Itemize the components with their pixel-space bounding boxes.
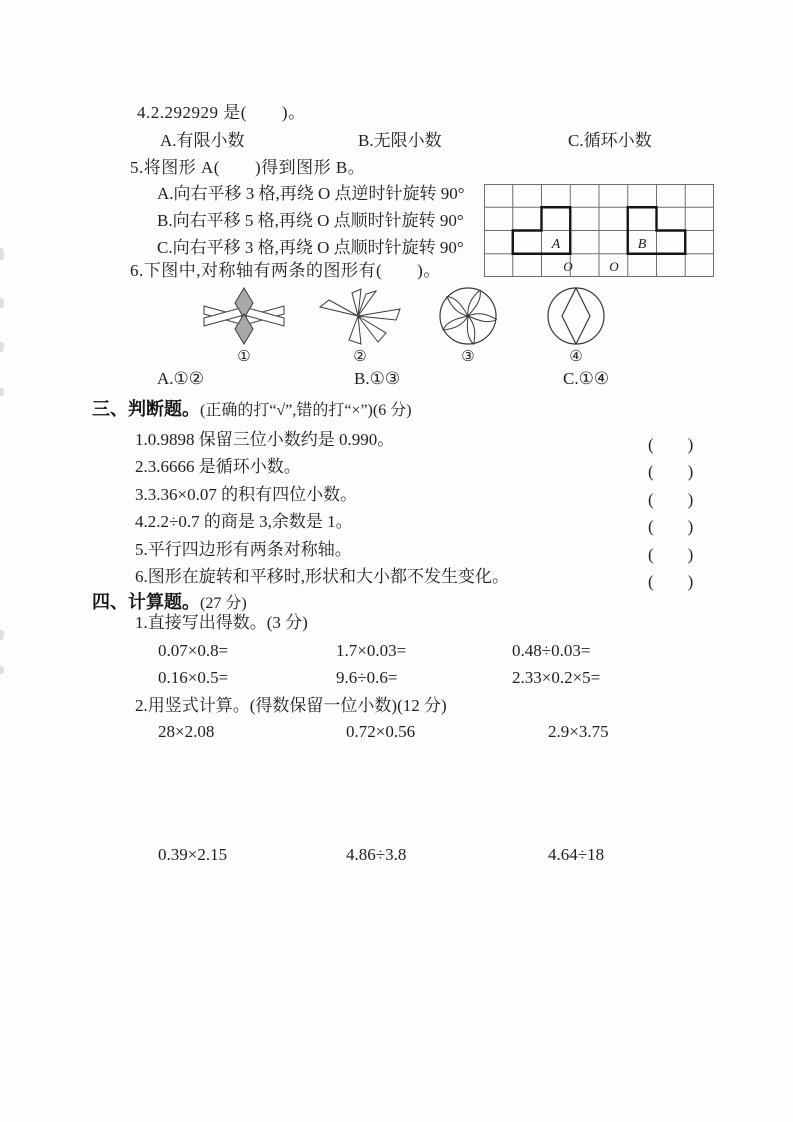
judgment-item-6: 6.图形在旋转和平移时,形状和大小都不发生变化。 [135, 567, 509, 586]
judgment-answer-blank-3: ( ) [648, 490, 694, 509]
pinwheel-figure [314, 287, 406, 345]
scan-edge-mark [0, 388, 4, 396]
question-5-option-c: C.向右平移 3 格,再绕 O 点顺时针旋转 90° [157, 238, 464, 257]
column-calc-expression: 4.64÷18 [548, 845, 605, 864]
rotation-center-o1: O [563, 259, 573, 274]
question-5-stem: 5.将图形 A( )得到图形 B。 [130, 158, 366, 177]
judgment-item-4: 4.2.2÷0.7 的商是 3,余数是 1。 [135, 512, 353, 531]
judgment-item-2: 2.3.6666 是循环小数。 [135, 457, 301, 476]
scan-edge-mark [0, 298, 4, 308]
mental-math-expression: 0.48÷0.03= [512, 641, 591, 660]
judgment-answer-blank-6: ( ) [648, 572, 694, 591]
section-4-title: 四、计算题。 [92, 592, 200, 612]
mental-math-expression: 2.33×0.2×5= [512, 668, 601, 687]
column-calc-expression: 4.86÷3.8 [346, 845, 407, 864]
judgment-answer-blank-2: ( ) [648, 462, 694, 481]
scan-edge-mark [0, 666, 4, 674]
question-6-option-b: B.①③ [354, 369, 401, 388]
figure-2 [312, 287, 408, 366]
column-calc-title: 2.用竖式计算。(得数保留一位小数)(12 分) [135, 696, 447, 715]
shape-b-label: B [637, 237, 647, 252]
column-calc-expression: 28×2.08 [158, 722, 215, 741]
judgment-item-5: 5.平行四边形有两条对称轴。 [135, 540, 352, 559]
mental-math-expression: 0.16×0.5= [158, 668, 229, 687]
judgment-answer-blank-5: ( ) [648, 545, 694, 564]
column-calc-expression: 2.9×3.75 [548, 722, 609, 741]
figure-1-caption: ① [237, 349, 251, 365]
figure-3 [420, 287, 516, 366]
mental-math-expression: 1.7×0.03= [336, 641, 407, 660]
question-4-option-a: A.有限小数 [160, 131, 245, 150]
section-4-subtitle: (27 分) [200, 595, 247, 612]
scan-edge-mark [0, 630, 4, 640]
mental-math-title: 1.直接写出得数。(3 分) [135, 613, 308, 632]
figure-4 [528, 287, 624, 366]
question-6-stem: 6.下图中,对称轴有两条的图形有( )。 [130, 261, 441, 280]
mental-math-expression: 0.07×0.8= [158, 641, 229, 660]
star-diamond-figure [198, 287, 290, 345]
question-6-option-c: C.①④ [563, 369, 610, 388]
judgment-answer-blank-4: ( ) [648, 517, 694, 536]
rotation-center-o2: O [609, 259, 619, 274]
section-4-header [92, 592, 247, 614]
shape-a-label: A [551, 237, 561, 252]
question-5-option-a: A.向右平移 3 格,再绕 O 点逆时针旋转 90° [157, 184, 465, 203]
column-calc-expression: 0.39×2.15 [158, 845, 228, 864]
grid-figure [484, 184, 714, 277]
scan-edge-mark [0, 342, 4, 352]
petal-circle-figure [422, 287, 514, 345]
question-6-option-a: A.①② [157, 369, 205, 388]
judgment-answer-blank-1: ( ) [648, 435, 694, 454]
section-3-title: 三、判断题。 [92, 399, 200, 419]
question-4-option-c: C.循环小数 [568, 131, 652, 150]
mental-math-expression: 9.6÷0.6= [336, 668, 398, 687]
question-5-option-b: B.向右平移 5 格,再绕 O 点顺时针旋转 90° [157, 211, 464, 230]
rhombus-circle-figure [530, 287, 622, 345]
column-calc-expression: 0.72×0.56 [346, 722, 416, 741]
judgment-item-1: 1.0.9898 保留三位小数约是 0.990。 [135, 430, 395, 449]
figure-3-caption: ③ [461, 349, 475, 365]
scan-edge-mark [0, 248, 4, 260]
figure-4-caption: ④ [569, 349, 583, 365]
judgment-item-3: 3.3.36×0.07 的积有四位小数。 [135, 485, 358, 504]
figure-1 [196, 287, 292, 366]
section-3-subtitle: (正确的打“√”,错的打“×”)(6 分) [200, 402, 412, 419]
section-3-header [92, 399, 412, 421]
question-4-stem: 4.2.292929 是( )。 [137, 103, 306, 122]
figure-2-caption: ② [353, 349, 367, 365]
question-4-option-b: B.无限小数 [358, 131, 442, 150]
